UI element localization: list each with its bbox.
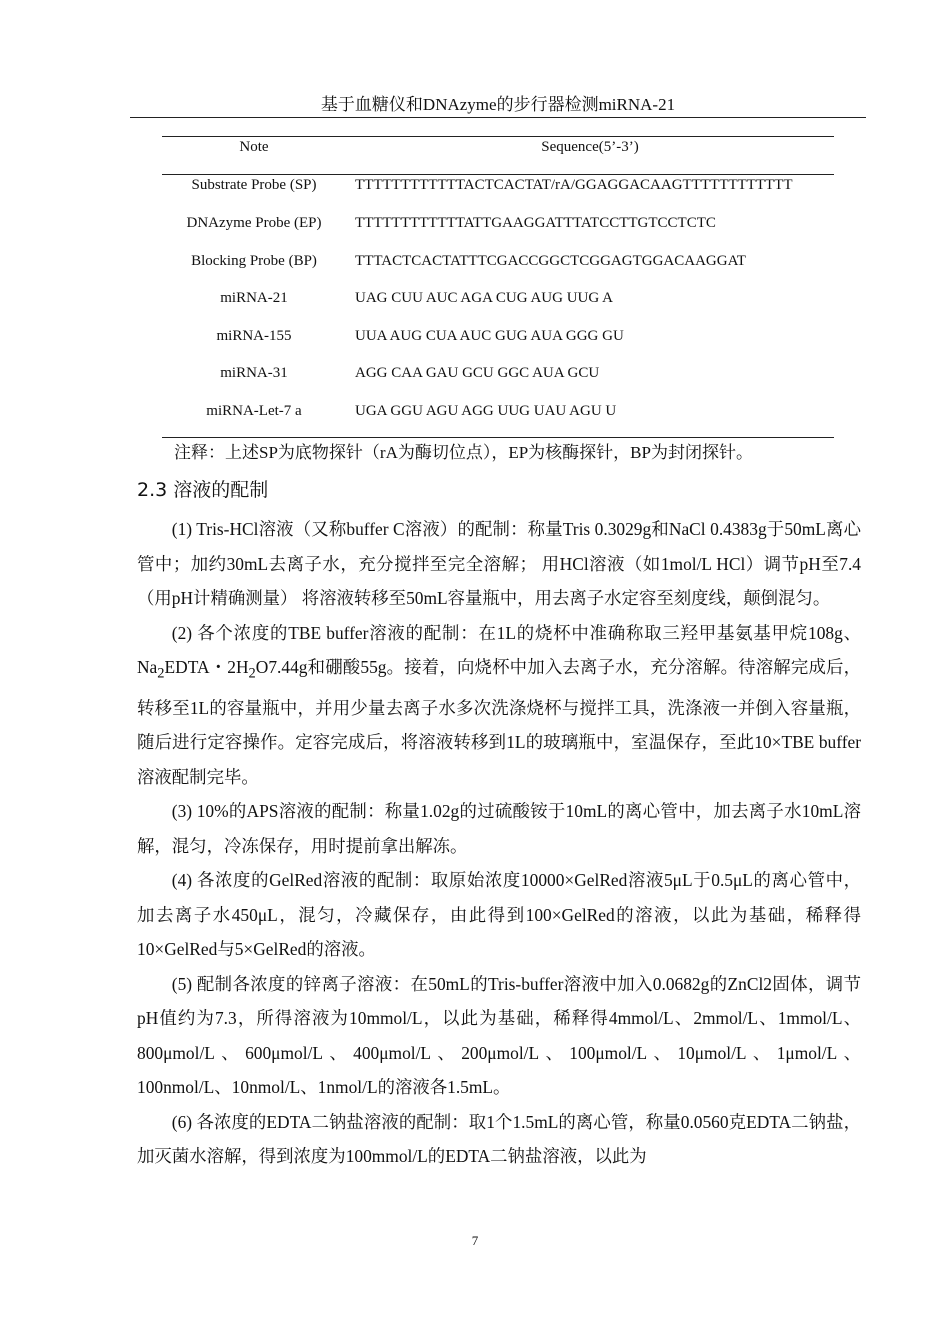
table-cell-note: miRNA-21	[220, 290, 288, 306]
table-cell-sequence: UAG CUU AUC AGA CUG AUG UUG A	[355, 290, 613, 306]
table-cell-note: DNAzyme Probe (EP)	[186, 215, 322, 231]
table-cell-sequence: TTTTTTTTTTTTATTGAAGGATTTATCCTTGTCCTCTC	[355, 215, 716, 231]
table-cell-note: miRNA-Let-7 a	[206, 403, 302, 419]
paragraph-2-part-b: EDTA・2H	[164, 657, 249, 677]
table-header-note: Note	[239, 139, 269, 155]
table-cell-sequence: AGG CAA GAU GCU GGC AUA GCU	[355, 365, 600, 381]
table-bottom-rule	[162, 437, 834, 438]
subscript: 2	[248, 665, 256, 682]
table-cell-sequence: UUA AUG CUA AUC GUG AUA GGG GU	[355, 328, 624, 344]
table-footnote: 注释：上述SP为底物探针（rA为酶切位点），EP为核酶探针，BP为封闭探针。	[174, 443, 753, 462]
table-cell-note: miRNA-155	[216, 328, 292, 344]
sequence-table	[162, 136, 834, 419]
header-rule	[130, 117, 866, 118]
table-cell-note: miRNA-31	[220, 365, 288, 381]
running-header: 基于血糖仪和DNAzyme的步行器检测miRNA-21	[320, 95, 676, 114]
paragraph-3: (3) 10%的APS溶液的配制：称量1.02g的过硫酸铵于10mL的离心管中，加去离子水10mL溶解，混匀，冷冻保存，用时提前拿出解冻。	[137, 801, 861, 856]
table-header-row	[162, 137, 834, 175]
table-cell-sequence: UGA GGU AGU AGG UUG UAU AGU U	[355, 403, 617, 419]
table-header-sequence: Sequence(5’-3’)	[541, 139, 639, 155]
paragraph-2	[137, 616, 861, 795]
paragraph-4: (4) 各浓度的GelRed溶液的配制：取原始浓度10000×GelRed溶液5μL于0.5μL的离心管中，加去离子水450μL，混匀，冷藏保存，由此得到100×GelRed的溶液，以此为基础，稀释得10×GelRed与5×GelRed的溶液。	[137, 870, 861, 960]
paragraph-5: (5) 配制各浓度的锌离子溶液：在50mL的Tris-buffer溶液中加入0.0682g的ZnCl2固体，调节pH值约为7.3，所得溶液为10mmol/L，以此为基础，稀释得4mmol/L、2mmol/L、1mmol/L、800μmol/L、600μmol/L、400μmol/L、200μmol/L、100μmol/L、10μmol/L、1μmol/L、100nmol/L、10nmol/L、1nmol/L的溶液各1.5mL。	[137, 973, 861, 1098]
table-cell-note: Substrate Probe (SP)	[191, 177, 317, 193]
table-cell-sequence: TTTTTTTTTTTTACTCACTAT/rA/GGAGGACAAGTTTTTTTTTTTT	[355, 177, 793, 193]
paragraph-6: (6) 各浓度的EDTA二钠盐溶液的配制：取1个1.5mL的离心管，称量0.0560克EDTA二钠盐，加灭菌水溶解，得到浓度为100mmol/L的EDTA二钠盐溶液，以此为	[137, 1111, 861, 1167]
table-cell-sequence: TTTACTCACTATTTCGACCGGCTCGGAGTGGACAAGGAT	[355, 253, 746, 269]
body-text	[137, 512, 861, 1174]
subscript: 2	[157, 665, 165, 682]
section-heading: 2.3 溶液的配制	[137, 479, 269, 501]
paragraph-2-part-a: (2) 各个浓度的TBE buffer溶液的配制：在1L的烧杯中准确称取三羟甲基氨基甲烷108g、Na	[137, 622, 861, 677]
table-cell-note: Blocking Probe (BP)	[191, 253, 317, 269]
paragraph-2-part-c: O7.44g和硼酸55g。接着，向烧杯中加入去离子水，充分溶解。待溶解完成后，转移至1L的容量瓶中，并用少量去离子水多次洗涤烧杯与搅拌工具，洗涤液一并倒入容量瓶，随后进行定容操作。定容完成后，将溶液转移到1L的玻璃瓶中，室温保存，至此10×TBE buffer溶液配制完毕。	[137, 657, 862, 787]
paragraph-1: (1) Tris-HCl溶液（又称buffer C溶液）的配制：称量Tris 0.3029g和NaCl 0.4383g于50mL离心管中；加约30mL去离子水，充分搅拌至完全溶解； 用HCl溶液（如1mol/L HCl）调节pH至7.4（用pH计精确测量） 将溶液转移至50mL容量瓶中，用去离子水定容至刻度线，颠倒混匀。	[137, 519, 861, 608]
page-number: 7	[471, 1233, 479, 1248]
